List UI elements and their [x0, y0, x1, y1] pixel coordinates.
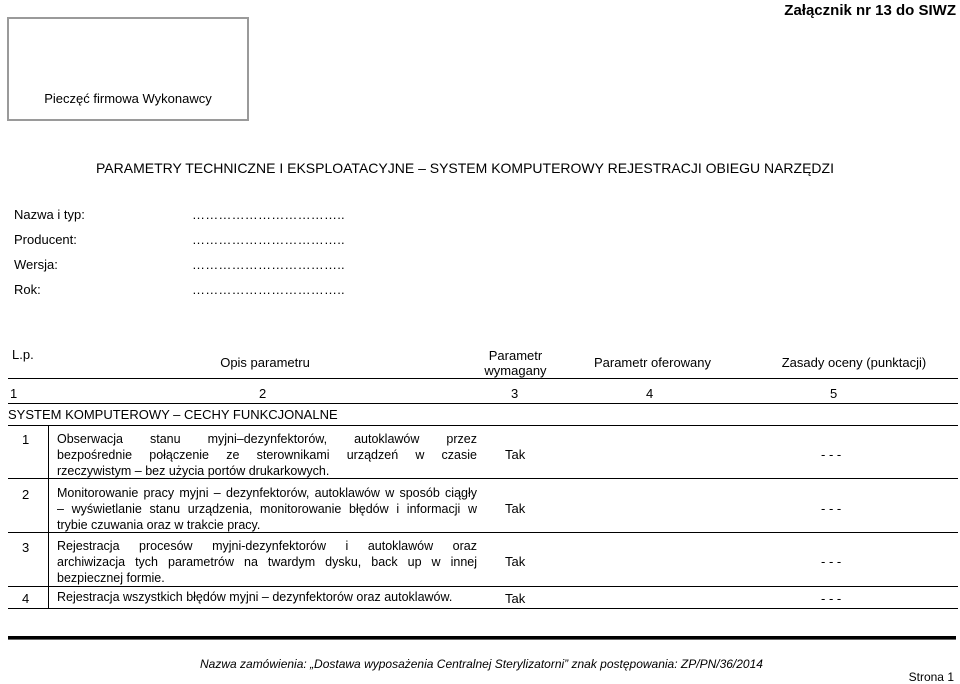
meta-label-year: Rok:	[14, 282, 41, 297]
meta-label-producer: Producent:	[14, 232, 77, 247]
table-divider	[8, 586, 958, 587]
header-wymagany	[468, 348, 563, 378]
header-wymagany-line1: Parametr	[488, 348, 543, 363]
meta-label-version: Wersja:	[14, 257, 58, 272]
meta-label-name: Nazwa i typ:	[14, 207, 85, 222]
description-line: bezpiecznej formie.	[57, 571, 165, 585]
column-number-4: 4	[646, 386, 654, 401]
table-divider	[8, 425, 958, 426]
company-stamp-label: Pieczęć firmowa Wykonawcy	[44, 91, 212, 106]
column-number-2: 2	[259, 386, 267, 401]
row-description	[57, 431, 477, 479]
page-number: Strona 1	[908, 670, 954, 684]
description-line: rzeczywistym – bez użycia portów drukarkowych.	[57, 464, 330, 478]
meta-value-producer: ……………………………..	[192, 232, 345, 247]
footer-order-name: Nazwa zamówienia: „Dostawa wyposażenia Centralnej Sterylizatorni” znak postępowania: ZP/PN/36/2014	[200, 657, 763, 671]
table-divider	[8, 532, 958, 533]
meta-value-year: ……………………………..	[192, 282, 345, 297]
row-lp: 3	[22, 540, 30, 555]
description-line: Monitorowanie pracy myjni – dezynfektorów, autoklawów w sposób ciągły	[57, 486, 477, 500]
header-zasady: Zasady oceny (punktacji)	[781, 355, 927, 370]
table-divider	[8, 378, 958, 379]
company-stamp-box	[7, 17, 249, 121]
row-description	[57, 538, 477, 586]
row-scoring-value: - - -	[821, 554, 842, 569]
description-line: Rejestracja procesów myjni-dezynfektorów i autoklawów oraz	[57, 539, 477, 553]
row-required-value: Tak	[505, 591, 526, 606]
meta-value-version: ……………………………..	[192, 257, 345, 272]
description-line: archiwizacja tych parametrów na twardym dysku, back up w innej	[57, 555, 477, 569]
description-line: trybie czuwania oraz w trakcie pracy.	[57, 518, 261, 532]
header-oferowany: Parametr oferowany	[593, 355, 712, 370]
row-scoring-value: - - -	[821, 501, 842, 516]
description-line: bezpośrednie połączenie ze sterownikami urządzeń w czasie	[57, 448, 477, 462]
column-number-5: 5	[830, 386, 838, 401]
column-number-1: 1	[10, 386, 18, 401]
table-divider	[8, 608, 958, 609]
row-lp: 2	[22, 487, 30, 502]
header-opis: Opis parametru	[220, 355, 310, 370]
document-title: PARAMETRY TECHNICZNE I EKSPLOATACYJNE – SYSTEM KOMPUTEROWY REJESTRACJI OBIEGU NARZĘDZI	[96, 160, 834, 176]
description-line: Obserwacja stanu myjni–dezynfektorów, autoklawów przez	[57, 432, 477, 446]
header-lp: L.p.	[12, 347, 34, 362]
table-divider	[48, 425, 49, 608]
table-divider	[8, 478, 958, 479]
row-scoring-value: - - -	[821, 447, 842, 462]
row-description: Rejestracja wszystkich błędów myjni – dezynfektorów oraz autoklawów.	[57, 590, 453, 604]
header-wymagany-line2: wymagany	[484, 363, 547, 378]
row-required-value: Tak	[505, 447, 526, 462]
meta-value-name: ……………………………..	[192, 207, 345, 222]
description-line: – wyświetlanie stanu urządzenia, monitorowanie błędów i informacji w	[57, 502, 477, 516]
column-number-3: 3	[511, 386, 519, 401]
row-required-value: Tak	[505, 554, 526, 569]
row-description	[57, 485, 477, 533]
row-scoring-value: - - -	[821, 591, 842, 606]
row-lp: 1	[22, 432, 30, 447]
table-divider	[8, 403, 958, 404]
section-heading: SYSTEM KOMPUTEROWY – CECHY FUNKCJONALNE	[8, 407, 338, 422]
attachment-label: Załącznik nr 13 do SIWZ	[784, 2, 956, 19]
footer-rule	[8, 636, 956, 640]
row-required-value: Tak	[505, 501, 526, 516]
row-lp: 4	[22, 591, 30, 606]
